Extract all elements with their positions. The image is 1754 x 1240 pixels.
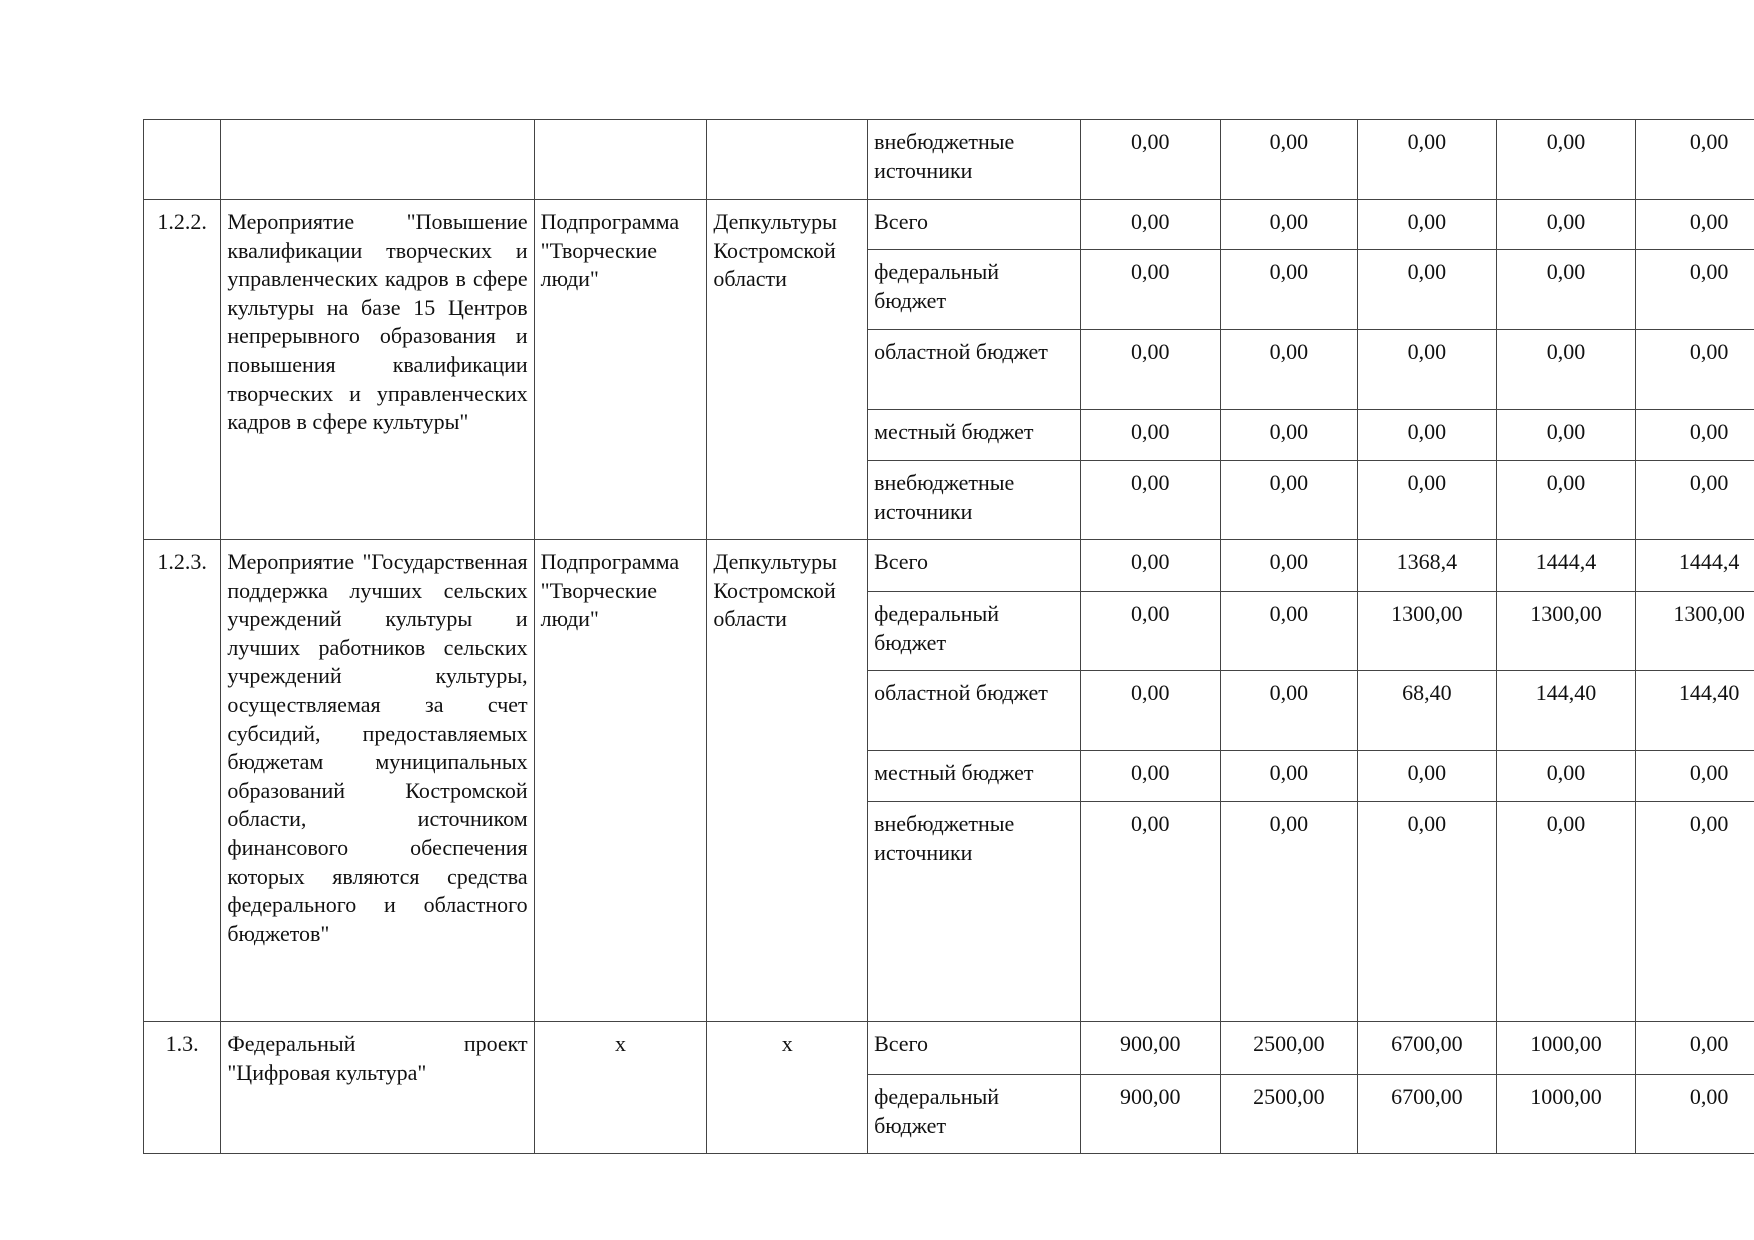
amount-cell: 0,00 <box>1496 802 1636 1022</box>
item-name-cell: Мероприятие "Государственная поддержка лучших сельских учреждений культуры и лучших работников сельских учреждений культуры, осуществляемая за счет субсидий, предоставляемых бюджетам муниципальных образований Костромской области, источником финансового обеспечения которых являются средства федерального и областного бюджетов" <box>221 540 534 1022</box>
item-number-cell: 1.3. <box>144 1022 221 1154</box>
funding-source-cell: областной бюджет <box>868 330 1081 410</box>
amount-cell: 0,00 <box>1220 410 1358 461</box>
amount-cell: 2500,00 <box>1220 1075 1358 1154</box>
amount-cell: 0,00 <box>1080 410 1220 461</box>
amount-cell: 0,00 <box>1080 592 1220 671</box>
amount-cell: 0,00 <box>1358 120 1497 200</box>
item-name-cell: Федеральный проект "Цифровая культура" <box>221 1022 534 1154</box>
amount-cell: 1000,00 <box>1496 1022 1636 1075</box>
amount-cell: 0,00 <box>1220 200 1358 250</box>
table-row <box>144 540 1754 592</box>
amount-cell: 0,00 <box>1358 802 1497 1022</box>
amount-cell: 0,00 <box>1220 540 1358 592</box>
amount-cell: 0,00 <box>1220 802 1358 1022</box>
amount-cell: 1444,4 <box>1636 540 1754 592</box>
amount-cell: 0,00 <box>1636 1075 1754 1154</box>
table-row <box>144 120 1754 200</box>
amount-cell: 0,00 <box>1220 250 1358 330</box>
amount-cell: 0,00 <box>1358 200 1497 250</box>
amount-cell: 0,00 <box>1496 250 1636 330</box>
amount-cell: 0,00 <box>1080 120 1220 200</box>
amount-cell: 144,40 <box>1496 671 1636 751</box>
amount-cell: 2500,00 <box>1220 1022 1358 1075</box>
item-number-cell: 1.2.3. <box>144 540 221 1022</box>
program-cell: x <box>534 1022 707 1154</box>
amount-cell: 0,00 <box>1636 330 1754 410</box>
amount-cell: 0,00 <box>1080 751 1220 802</box>
amount-cell: 0,00 <box>1496 461 1636 540</box>
executor-cell: Депкультуры Костромской области <box>707 540 868 1022</box>
funding-source-cell: внебюджетные источники <box>868 802 1081 1022</box>
amount-cell: 0,00 <box>1496 330 1636 410</box>
amount-cell: 1300,00 <box>1358 592 1497 671</box>
amount-cell: 0,00 <box>1358 461 1497 540</box>
executor-cell: Депкультуры Костромской области <box>707 200 868 540</box>
amount-cell: 0,00 <box>1080 250 1220 330</box>
amount-cell: 1368,4 <box>1358 540 1497 592</box>
amount-cell: 0,00 <box>1080 461 1220 540</box>
amount-cell: 0,00 <box>1496 200 1636 250</box>
funding-source-cell: областной бюджет <box>868 671 1081 751</box>
amount-cell: 0,00 <box>1220 671 1358 751</box>
item-number-cell: 1.2.2. <box>144 200 221 540</box>
amount-cell: 0,00 <box>1636 802 1754 1022</box>
amount-cell: 0,00 <box>1080 540 1220 592</box>
amount-cell: 0,00 <box>1220 330 1358 410</box>
program-cell: Подпрограмма "Творческие люди" <box>534 200 707 540</box>
amount-cell: 0,00 <box>1496 120 1636 200</box>
amount-cell: 0,00 <box>1636 410 1754 461</box>
funding-source-cell: Всего <box>868 200 1081 250</box>
amount-cell: 0,00 <box>1358 330 1497 410</box>
program-cell: Подпрограмма "Творческие люди" <box>534 540 707 1022</box>
item-number-cell <box>144 120 221 200</box>
amount-cell: 1000,00 <box>1496 1075 1636 1154</box>
amount-cell: 0,00 <box>1220 751 1358 802</box>
table-row <box>144 1022 1754 1075</box>
executor-cell <box>707 120 868 200</box>
amount-cell: 0,00 <box>1636 1022 1754 1075</box>
amount-cell: 0,00 <box>1358 250 1497 330</box>
amount-cell: 0,00 <box>1496 410 1636 461</box>
amount-cell: 0,00 <box>1080 200 1220 250</box>
funding-source-cell: федеральный бюджет <box>868 592 1081 671</box>
amount-cell: 6700,00 <box>1358 1022 1497 1075</box>
amount-cell: 144,40 <box>1636 671 1754 751</box>
funding-source-cell: федеральный бюджет <box>868 250 1081 330</box>
amount-cell: 68,40 <box>1358 671 1497 751</box>
amount-cell: 0,00 <box>1636 250 1754 330</box>
amount-cell: 0,00 <box>1496 751 1636 802</box>
amount-cell: 0,00 <box>1636 120 1754 200</box>
program-cell <box>534 120 707 200</box>
amount-cell: 0,00 <box>1636 461 1754 540</box>
funding-source-cell: внебюджетные источники <box>868 120 1081 200</box>
item-name-cell <box>221 120 534 200</box>
amount-cell: 0,00 <box>1636 751 1754 802</box>
amount-cell: 900,00 <box>1080 1022 1220 1075</box>
amount-cell: 6700,00 <box>1358 1075 1497 1154</box>
funding-source-cell: федеральный бюджет <box>868 1075 1081 1154</box>
financing-table <box>143 119 1754 1154</box>
amount-cell: 1300,00 <box>1496 592 1636 671</box>
amount-cell: 900,00 <box>1080 1075 1220 1154</box>
funding-source-cell: Всего <box>868 1022 1081 1075</box>
funding-source-cell: местный бюджет <box>868 751 1081 802</box>
amount-cell: 0,00 <box>1220 592 1358 671</box>
amount-cell: 1444,4 <box>1496 540 1636 592</box>
amount-cell: 0,00 <box>1080 802 1220 1022</box>
amount-cell: 0,00 <box>1358 410 1497 461</box>
amount-cell: 1300,00 <box>1636 592 1754 671</box>
item-name-cell: Мероприятие "Повышение квалификации творческих и управленческих кадров в сфере культуры на базе 15 Центров непрерывного образования и повышения квалификации творческих и управленческих кадров в сфере культуры" <box>221 200 534 540</box>
table-body <box>144 120 1754 1154</box>
amount-cell: 0,00 <box>1220 120 1358 200</box>
amount-cell: 0,00 <box>1220 461 1358 540</box>
amount-cell: 0,00 <box>1080 330 1220 410</box>
amount-cell: 0,00 <box>1080 671 1220 751</box>
amount-cell: 0,00 <box>1636 200 1754 250</box>
funding-source-cell: местный бюджет <box>868 410 1081 461</box>
funding-source-cell: Всего <box>868 540 1081 592</box>
funding-source-cell: внебюджетные источники <box>868 461 1081 540</box>
executor-cell: x <box>707 1022 868 1154</box>
table-row <box>144 200 1754 250</box>
amount-cell: 0,00 <box>1358 751 1497 802</box>
